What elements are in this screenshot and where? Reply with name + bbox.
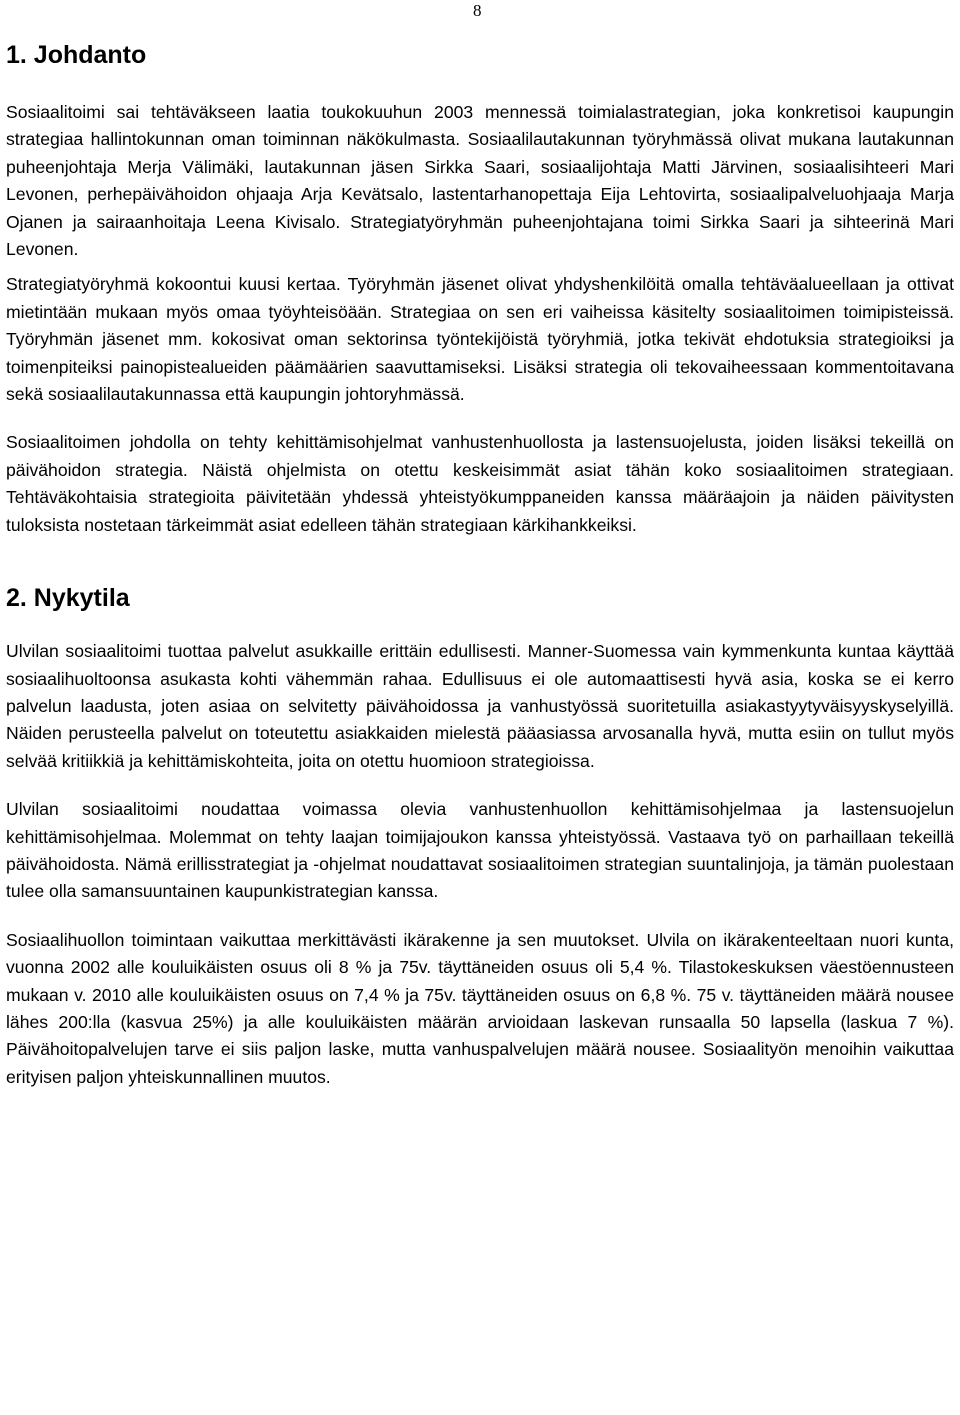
paragraph: Sosiaalihuollon toimintaan vaikuttaa merkittävästi ikärakenne ja sen muutokset. Ulvila on ikärakenteeltaan nuori kunta, vuonna 2002 alle kouluikäisten osuus oli 8 % ja 75v. täyttäneiden osuus oli 5,4 %. Tilastokeskuksen väestöennusteen mukaan v. 2010 alle kouluikäisten osuus on 7,4 % ja 75v. täyttäneiden osuus on 6,8 %. 75 v. täyttäneiden määrä nousee lähes 200:lla (kasvua 25%) ja alle kouluikäisten määrän arvioidaan laskevan runsaalla 50 lapsella (laskua 7 %). Päivähoitopalvelujen tarve ei siis paljon laske, mutta vanhuspalvelujen määrä nousee. Sosiaalityön menoihin vaikuttaa erityisen paljon yhteiskunnallinen muutos. — [6, 929, 954, 1087]
paragraph: Ulvilan sosiaalitoimi tuottaa palvelut asukkaille erittäin edullisesti. Manner-Suomessa vain kymmenkunta kuntaa käyttää sosiaalihuoltoonsa asukasta kohti vähemmän rahaa. Edullisuus ei ole automaattisesti hyvä asia, koska se ei kerro palvelun laadusta, joten asiaa on selvitetty päivähoidossa ja vanhustyössä suoritetuilla asiakastyytyväisyyskyselyillä. Näiden perusteella palvelut on toteutettu asiakkaiden mielestä pääasiassa arvosanalla hyvä, mutta esiin on tullut myös selvää kritiikkiä ja kehittämiskohteita, joita on otettu huomioon strategioissa. — [6, 641, 954, 771]
paragraph: Ulvilan sosiaalitoimi noudattaa voimassa olevia vanhustenhuollon kehittämisohjelmaa ja lastensuojelun kehittämisohjelmaa. Molemmat on tehty laajan toimijajoukon kanssa yhteistyössä. Vastaava työ on parhaillaan tekeillä päivähoidosta. Nämä erillisstrategiat ja -ohjelmat noudattavat sosiaalitoimen strategian suuntalinjoja, ja tämän puolestaan tulee olla samansuuntainen kaupunkistrategian kanssa. — [6, 799, 954, 902]
paragraph: Sosiaalitoimen johdolla on tehty kehittämisohjelmat vanhustenhuollosta ja lastensuojelusta, joiden lisäksi tekeillä on päivähoidon strategia. Näistä ohjelmista on otettu keskeisimmät asiat tähän koko sosiaalitoimen strategiaan. Tehtäväkohtaisia strategioita päivitetään yhdessä yhteistyökumppaneiden kanssa määräajoin ja näiden päivitysten tuloksista nostetaan tärkeimmät asiat edelleen tähän strategiaan kärkihankkeiksi. — [6, 432, 954, 535]
section-heading-johdanto: 1. Johdanto — [6, 41, 147, 69]
document-body — [6, 40, 954, 1091]
page-number: 8 — [473, 1, 482, 20]
paragraph: Strategiatyöryhmä kokoontui kuusi kertaa. Työryhmän jäsenet olivat yhdyshenkilöitä omalla tehtäväalueellaan ja ottivat mietintään mukaan myös omaa työyhteisöään. Strategiaa on sen eri vaiheissa käsitelty sosiaalitoimen toimipisteissä. Työryhmän jäsenet mm. kokosivat oman sektorinsa työntekijöistä työryhmiä, jotka tekivät ehdotuksia strategioiksi ja toimenpiteiksi painopistealueiden päämäärien saavuttamiseksi. Lisäksi strategia oli tekovaiheessaan kommentoitavana sekä sosiaalilautakunnassa että kaupungin johtoryhmässä. — [6, 274, 954, 405]
section-heading-nykytila: 2. Nykytila — [6, 584, 130, 613]
paragraph: Sosiaalitoimi sai tehtäväkseen laatia toukokuuhun 2003 mennessä toimialastrategian, joka konkretisoi kaupungin strategiaa hallintokunnan oman toiminnan näkökulmasta. Sosiaalilautakunnan työryhmässä olivat mukana lautakunnan puheenjohtaja Merja Välimäki, lautakunnan jäsen Sirkka Saari, sosiaalijohtaja Matti Järvinen, sosiaalisihteeri Mari Levonen, perhepäivähoidon ohjaaja Arja Kevätsalo, lastentarhanopettaja Eija Lehtovirta, sosiaalipalveluohjaaja Marja Ojanen ja sairaanhoitaja Leena Kivisalo. Strategiatyöryhmän puheenjohtajana toimi Sirkka Saari ja sihteerinä Mari Levonen. — [6, 102, 954, 260]
